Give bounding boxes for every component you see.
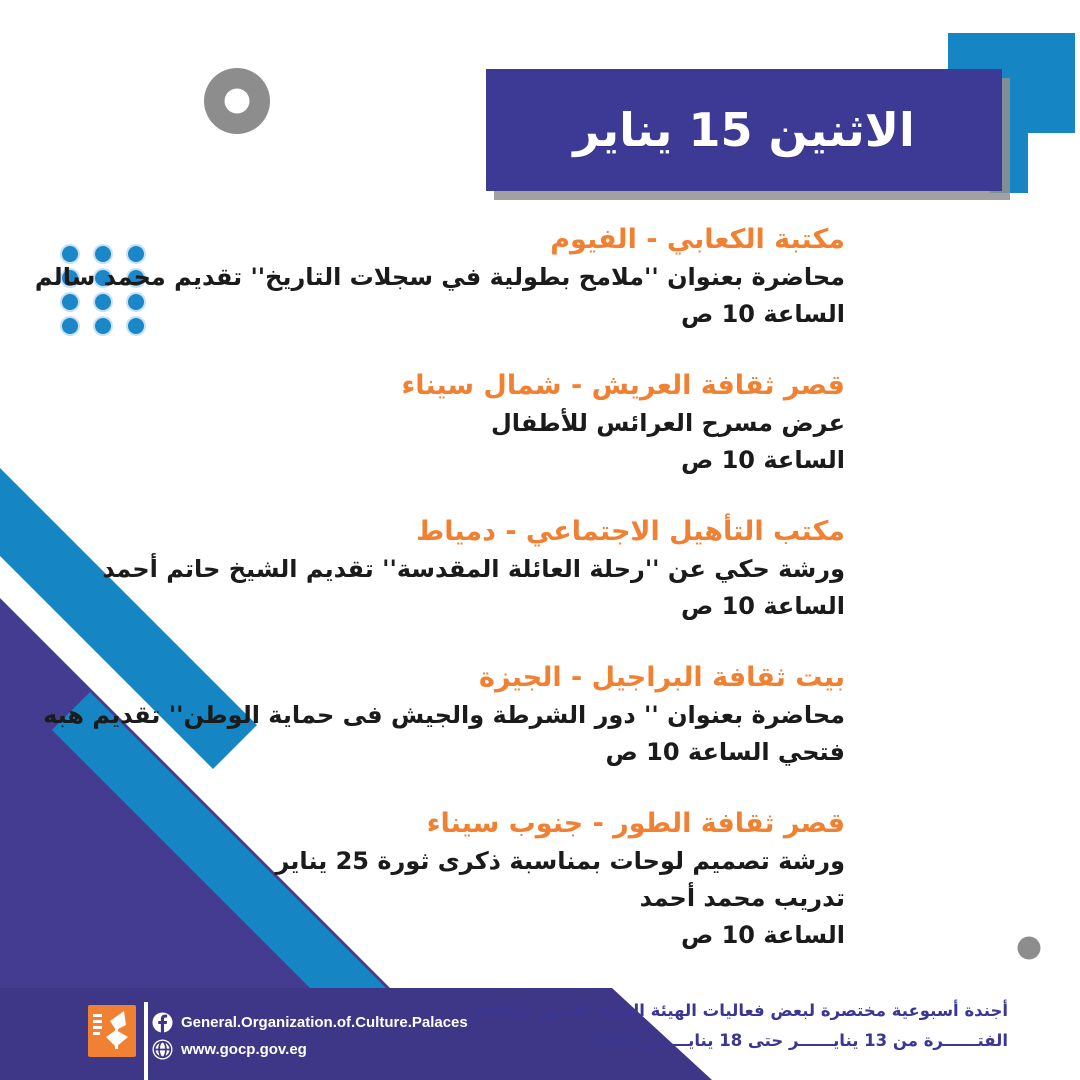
date-banner-title: الاثنين 15 يناير <box>573 103 915 157</box>
event-lines <box>35 405 845 479</box>
agenda-period: الفتــــــرة من 13 ينايــــــر حتى 18 ينايــــــر 2024 <box>592 1031 1008 1050</box>
event-venue: قصر ثقافة العريش - شمال سيناء <box>401 370 845 401</box>
event-line: ورشة تصميم لوحات بمناسبة ذكرى ثورة 25 يناير <box>275 847 845 875</box>
event-venue: مكتب التأهيل الاجتماعي - دمياط <box>416 516 845 547</box>
event-lines <box>35 551 845 625</box>
event-venue: مكتبة الكعابي - الفيوم <box>550 224 845 255</box>
event-block <box>35 658 845 771</box>
website-url[interactable]: www.gocp.gov.eg <box>181 1041 307 1058</box>
globe-icon <box>152 1039 173 1060</box>
agenda-title: أجندة أسبوعية مختصرة لبعض فعاليات الهيئة العامة لقصور الثقافة <box>474 1001 1008 1020</box>
event-line: ورشة حكي عن ''رحلة العائلة المقدسة'' تقديم الشيخ حاتم أحمد <box>102 555 845 583</box>
event-line: تدريب محمد أحمد <box>639 884 845 912</box>
facebook-icon <box>152 1012 173 1033</box>
gocp-emblem-icon <box>88 1005 136 1057</box>
date-banner <box>486 69 1002 191</box>
event-line: الساعة 10 ص <box>680 446 845 474</box>
event-venue: بيت ثقافة البراجيل - الجيزة <box>479 662 845 693</box>
website-row[interactable] <box>152 1036 468 1063</box>
event-lines <box>35 843 845 954</box>
event-line: محاضرة بعنوان ''ملامح بطولية في سجلات التاريخ'' تقديم محمد سالم <box>34 263 845 291</box>
event-line: الساعة 10 ص <box>680 921 845 949</box>
facebook-handle[interactable]: General.Organization.of.Culture.Palaces <box>181 1014 468 1031</box>
footer-links <box>152 1009 468 1063</box>
event-line: محاضرة بعنوان '' دور الشرطة والجيش فى حماية الوطن'' تقديم هبه <box>43 701 845 729</box>
event-venue: قصر ثقافة الطور - جنوب سيناء <box>426 808 845 839</box>
gocp-logo <box>88 1005 136 1057</box>
event-line: الساعة 10 ص <box>680 300 845 328</box>
event-block <box>35 804 845 954</box>
small-dot-icon <box>1018 937 1041 960</box>
footer-agenda <box>474 996 1008 1056</box>
event-lines <box>35 697 845 771</box>
footer-separator <box>144 1002 148 1080</box>
event-block <box>35 512 845 625</box>
event-lines <box>35 259 845 333</box>
event-line: الساعة 10 ص <box>680 592 845 620</box>
events-list <box>35 220 845 987</box>
event-line: فتحي الساعة 10 ص <box>605 738 845 766</box>
event-line: عرض مسرح العرائس للأطفال <box>490 409 845 437</box>
event-block <box>35 366 845 479</box>
event-block <box>35 220 845 333</box>
facebook-row[interactable] <box>152 1009 468 1036</box>
